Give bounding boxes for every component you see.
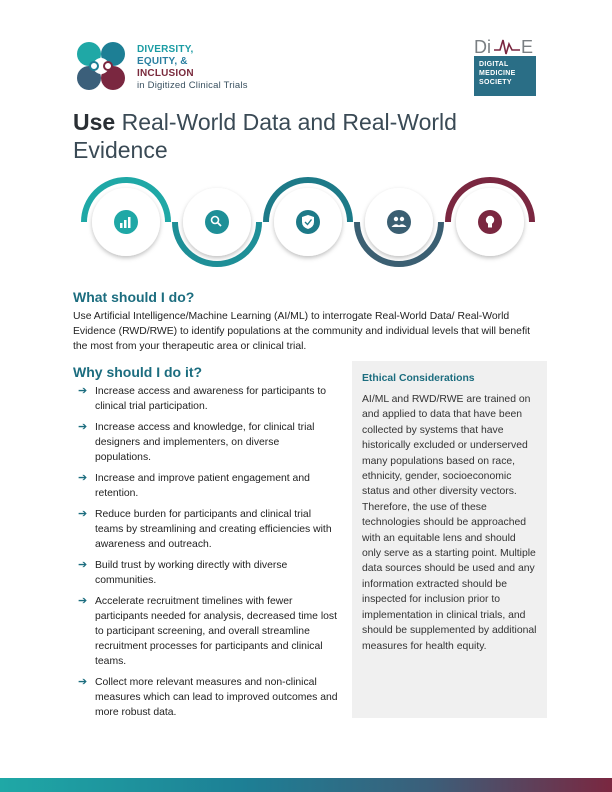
page-title-rest: Real-World Data and Real-World Evidence (73, 109, 457, 163)
logo-line-4: in Digitized Clinical Trials (137, 80, 248, 91)
list-item (78, 558, 338, 588)
dime-box (474, 56, 536, 96)
list-item-text: Reduce burden for participants and clinical trial teams by streamlining and creating efficiencies with awareness and outreach. (95, 509, 332, 550)
list-item-text: Increase access and awareness for participants to clinical trial participation. (95, 386, 327, 412)
list-item (78, 420, 338, 465)
what-body: Use Artificial Intelligence/Machine Learning (AI/ML) to interrogate Real-World Data/ Real-World Evidence (RWD/RWE) to identify populations at the community and individual levels that will benefit the most from your therapeutic area or clinical trial. (73, 311, 531, 352)
arrow-right-icon: ➔ (78, 421, 88, 433)
search-icon (175, 188, 259, 264)
list-item-text: Build trust by working directly with diverse communities. (95, 560, 288, 586)
why-list (78, 384, 338, 726)
shield-icon (266, 180, 350, 256)
arrow-right-icon: ➔ (78, 676, 88, 688)
dime-line-1: DIGITAL (479, 61, 509, 68)
people-icon (357, 188, 441, 264)
ethics-body: AI/ML and RWD/RWE are trained on and applied to data that have been collected by systems that have historically excluded or underserved many populations based on race, ethnicity, gender, socioeconomic status and other diversity vectors. Therefore, the use of these technologies should be approached with an equitable lens and should only serve as a starting point. Multiple data sources should be used and any information extracted should be inspected for inclusion prior to implementation in clinical trials, and should be supplemented by additional measures for health equity. (362, 394, 537, 652)
list-item-text: Accelerate recruitment timelines with fewer participants needed for analysis, decreased time lost to participant screening, and overall streamline recruitment processes for participants and clinical teams. (95, 596, 338, 667)
chart-icon (84, 180, 168, 256)
list-item (78, 675, 338, 720)
arrow-right-icon: ➔ (78, 385, 88, 397)
list-item-text: Increase and improve patient engagement and retention. (95, 473, 310, 499)
footer-gradient-bar (0, 778, 612, 792)
dei-logo-mark-icon (73, 38, 129, 94)
logo-line-3: INCLUSION (137, 68, 194, 79)
logo-line-2: EQUITY, & (137, 56, 188, 67)
page-title (73, 108, 543, 164)
icons-row (72, 172, 546, 272)
why-heading: Why should I do it? (73, 364, 203, 380)
list-item (78, 507, 338, 552)
what-heading: What should I do? (73, 289, 195, 305)
svg-text:E: E (521, 37, 534, 56)
dime-wordmark-icon (472, 36, 538, 56)
dime-line-3: SOCIETY (479, 79, 512, 86)
ethics-heading: Ethical Considerations (362, 373, 475, 384)
list-item (78, 594, 338, 669)
page-title-bold: Use (73, 109, 116, 135)
list-item (78, 384, 338, 414)
ethics-box (352, 361, 547, 718)
arrow-right-icon: ➔ (78, 508, 88, 520)
logo-line-1: DIVERSITY, (137, 44, 194, 55)
list-item (78, 471, 338, 501)
svg-text:Di: Di (474, 37, 491, 56)
arrow-right-icon: ➔ (78, 595, 88, 607)
lightbulb-icon (448, 180, 532, 256)
arrow-right-icon: ➔ (78, 472, 88, 484)
dime-line-2: MEDICINE (479, 70, 516, 77)
dei-logo (73, 38, 273, 96)
list-item-text: Increase access and knowledge, for clinical trial designers and implementers, on diverse populations. (95, 422, 315, 463)
arrow-right-icon: ➔ (78, 559, 88, 571)
dime-logo (472, 36, 538, 96)
list-item-text: Collect more relevant measures and non-clinical measures which can lead to improved outcomes and more robust data. (95, 677, 338, 718)
